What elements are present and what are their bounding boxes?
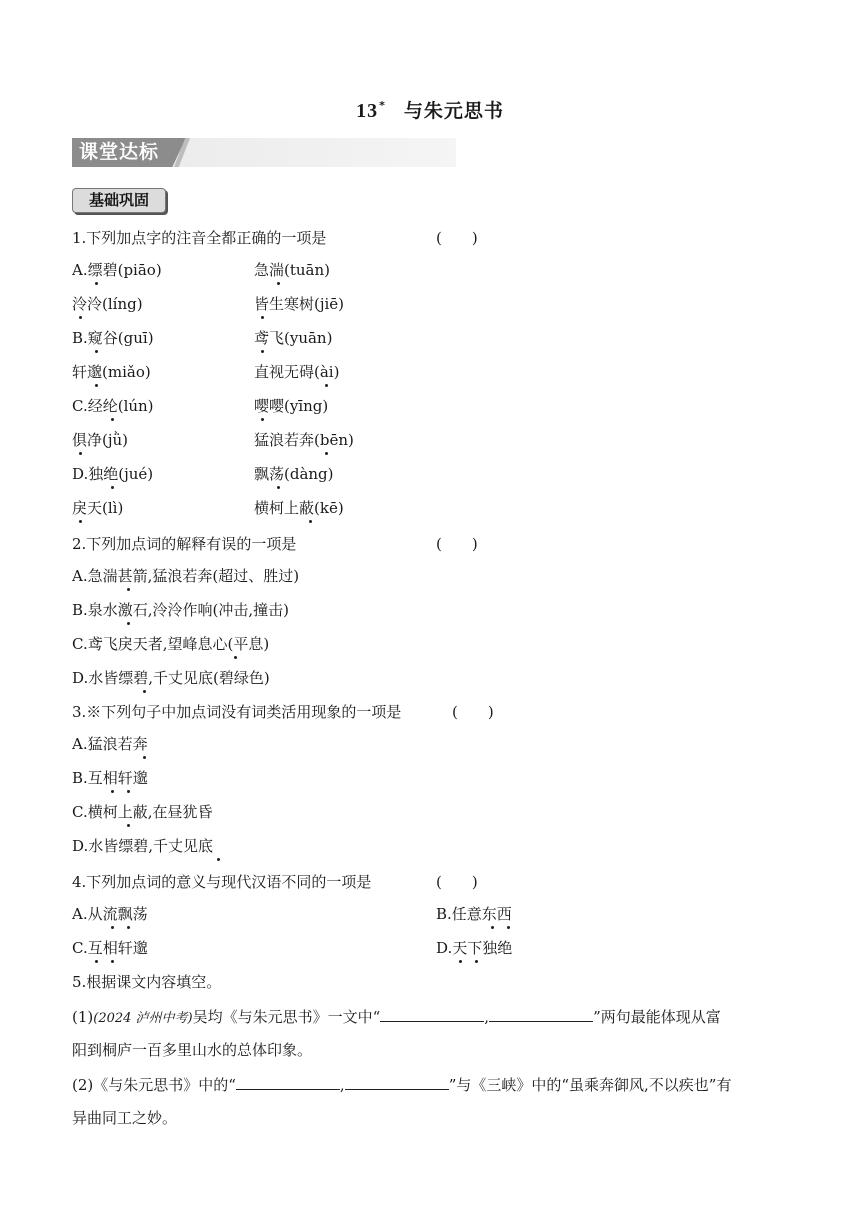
emphasis-dot <box>111 486 114 489</box>
emphasis-dot <box>217 858 220 861</box>
lesson-name: 与朱元思书 <box>403 100 504 122</box>
q1-option-a-word1: A.缥碧(piāo) <box>72 261 162 279</box>
emphasis-dot <box>127 926 130 929</box>
emphasis-dot <box>459 960 462 963</box>
q5-part1-line2: 阳到桐庐一百多里山水的总体印象。 <box>72 1041 313 1059</box>
q5-part1-blank2[interactable] <box>489 1006 593 1022</box>
q4-answer-paren: ( ) <box>436 873 478 891</box>
emphasis-dot <box>261 418 264 421</box>
q1-option-d-word2: 飘荡(dàng) <box>254 465 334 483</box>
q1-option-d-word3: 戾天(lì) <box>72 499 124 517</box>
q5-part1-comma: , <box>484 1008 490 1026</box>
q1-option-b-word3: 轩邈(miǎo) <box>72 363 151 381</box>
emphasis-dot <box>491 926 494 929</box>
emphasis-dot <box>261 350 264 353</box>
q5-part1-prefix: 吴均《与朱元思书》一文中“ <box>192 1008 381 1026</box>
q5-part2-line1 <box>72 1074 731 1095</box>
subsection-label: 基础巩固 <box>88 191 149 209</box>
emphasis-dot <box>79 452 82 455</box>
q5-part2-line2: 异曲同工之妙。 <box>72 1109 178 1127</box>
q1-option-b-word4: 直视无碍(ài) <box>254 363 340 381</box>
section-label: 课堂达标 <box>79 141 160 163</box>
q5-part2-suffix: ”与《三峡》中的“虽乘奔御风,不以疾也”有 <box>448 1076 732 1094</box>
lesson-number: 13 <box>356 100 379 122</box>
q2-stem: 2.下列加点词的解释有误的一项是 <box>72 535 297 553</box>
emphasis-dot <box>95 384 98 387</box>
emphasis-dot <box>127 588 130 591</box>
emphasis-dot <box>309 520 312 523</box>
q3-stem: 3.※下列句子中加点词没有词类活用现象的一项是 <box>72 703 402 721</box>
q1-option-c-word4: 猛浪若奔(bēn) <box>254 431 354 449</box>
emphasis-dot <box>507 926 510 929</box>
emphasis-dot <box>325 384 328 387</box>
q5-part1-number: (1) <box>72 1008 94 1026</box>
emphasis-dot <box>277 486 280 489</box>
emphasis-dot <box>111 790 114 793</box>
q5-part1-line1 <box>72 1006 721 1029</box>
q3-option-a: A.猛浪若奔 <box>72 735 148 753</box>
emphasis-dot <box>127 824 130 827</box>
emphasis-dot <box>111 926 114 929</box>
q1-option-a-word4: 皆生寒树(jiē) <box>254 295 345 313</box>
q5-part1-source: (2024 泸州中考) <box>93 1011 193 1026</box>
q2-answer-paren: ( ) <box>436 535 478 553</box>
q4-option-c: C.互相轩邈 <box>72 939 148 957</box>
q1-option-a-word2: 急湍(tuān) <box>254 261 330 279</box>
q1-option-a-word3: 泠泠(líng) <box>72 295 143 313</box>
q1-option-b-word1: B.窥谷(guī) <box>72 329 154 347</box>
emphasis-dot <box>261 316 264 319</box>
page-title <box>0 96 860 123</box>
q4-stem: 4.下列加点词的意义与现代汉语不同的一项是 <box>72 873 372 891</box>
emphasis-dot <box>111 960 114 963</box>
q1-answer-paren: ( ) <box>436 229 478 247</box>
emphasis-dot <box>79 316 82 319</box>
q4-option-d: D.天下独绝 <box>436 939 513 957</box>
q1-option-c-word3: 俱净(jǜ) <box>72 431 129 449</box>
q1-stem: 1.下列加点字的注音全都正确的一项是 <box>72 229 327 247</box>
optional-mark: * <box>379 99 386 112</box>
emphasis-dot <box>79 520 82 523</box>
q1-option-d-word4: 横柯上蔽(kē) <box>254 499 344 517</box>
emphasis-dot <box>143 690 146 693</box>
q2-option-b: B.泉水激石,泠泠作响(冲击,撞击) <box>72 601 290 619</box>
q5-part2-comma: , <box>339 1076 345 1094</box>
q1-option-c-word2: 嘤嘤(yīng) <box>254 397 329 415</box>
q2-option-a: A.急湍甚箭,猛浪若奔(超过、胜过) <box>72 567 300 585</box>
q5-part1-suffix: ”两句最能体现从富 <box>593 1008 721 1026</box>
q1-option-d-word1: D.独绝(jué) <box>72 465 154 483</box>
emphasis-dot <box>111 418 114 421</box>
q2-option-c: C.鸢飞戾天者,望峰息心(平息) <box>72 635 270 653</box>
q4-option-b: B.任意东西 <box>436 905 512 923</box>
q1-option-b-word2: 鸢飞(yuān) <box>254 329 333 347</box>
emphasis-dot <box>95 350 98 353</box>
emphasis-dot <box>325 452 328 455</box>
emphasis-dot <box>475 960 478 963</box>
q3-answer-paren: ( ) <box>452 703 494 721</box>
emphasis-dot <box>277 282 280 285</box>
emphasis-dot <box>143 756 146 759</box>
q3-option-d: D.水皆缥碧,千丈见底 <box>72 837 214 855</box>
emphasis-dot <box>127 622 130 625</box>
q5-part2-blank1[interactable] <box>236 1074 340 1090</box>
q5-part2-blank2[interactable] <box>345 1074 449 1090</box>
emphasis-dot <box>127 790 130 793</box>
emphasis-dot <box>234 656 237 659</box>
q1-option-c-word1: C.经纶(lún) <box>72 397 154 415</box>
emphasis-dot <box>95 960 98 963</box>
q4-option-a: A.从流飘荡 <box>72 905 148 923</box>
emphasis-dot <box>95 282 98 285</box>
q3-option-c: C.横柯上蔽,在昼犹昏 <box>72 803 213 821</box>
q3-option-b: B.互相轩邈 <box>72 769 148 787</box>
q5-part1-blank1[interactable] <box>380 1006 484 1022</box>
q5-part2-prefix: (2)《与朱元思书》中的“ <box>72 1076 236 1094</box>
q2-option-d: D.水皆缥碧,千丈见底(碧绿色) <box>72 669 270 687</box>
q5-stem: 5.根据课文内容填空。 <box>72 973 222 991</box>
